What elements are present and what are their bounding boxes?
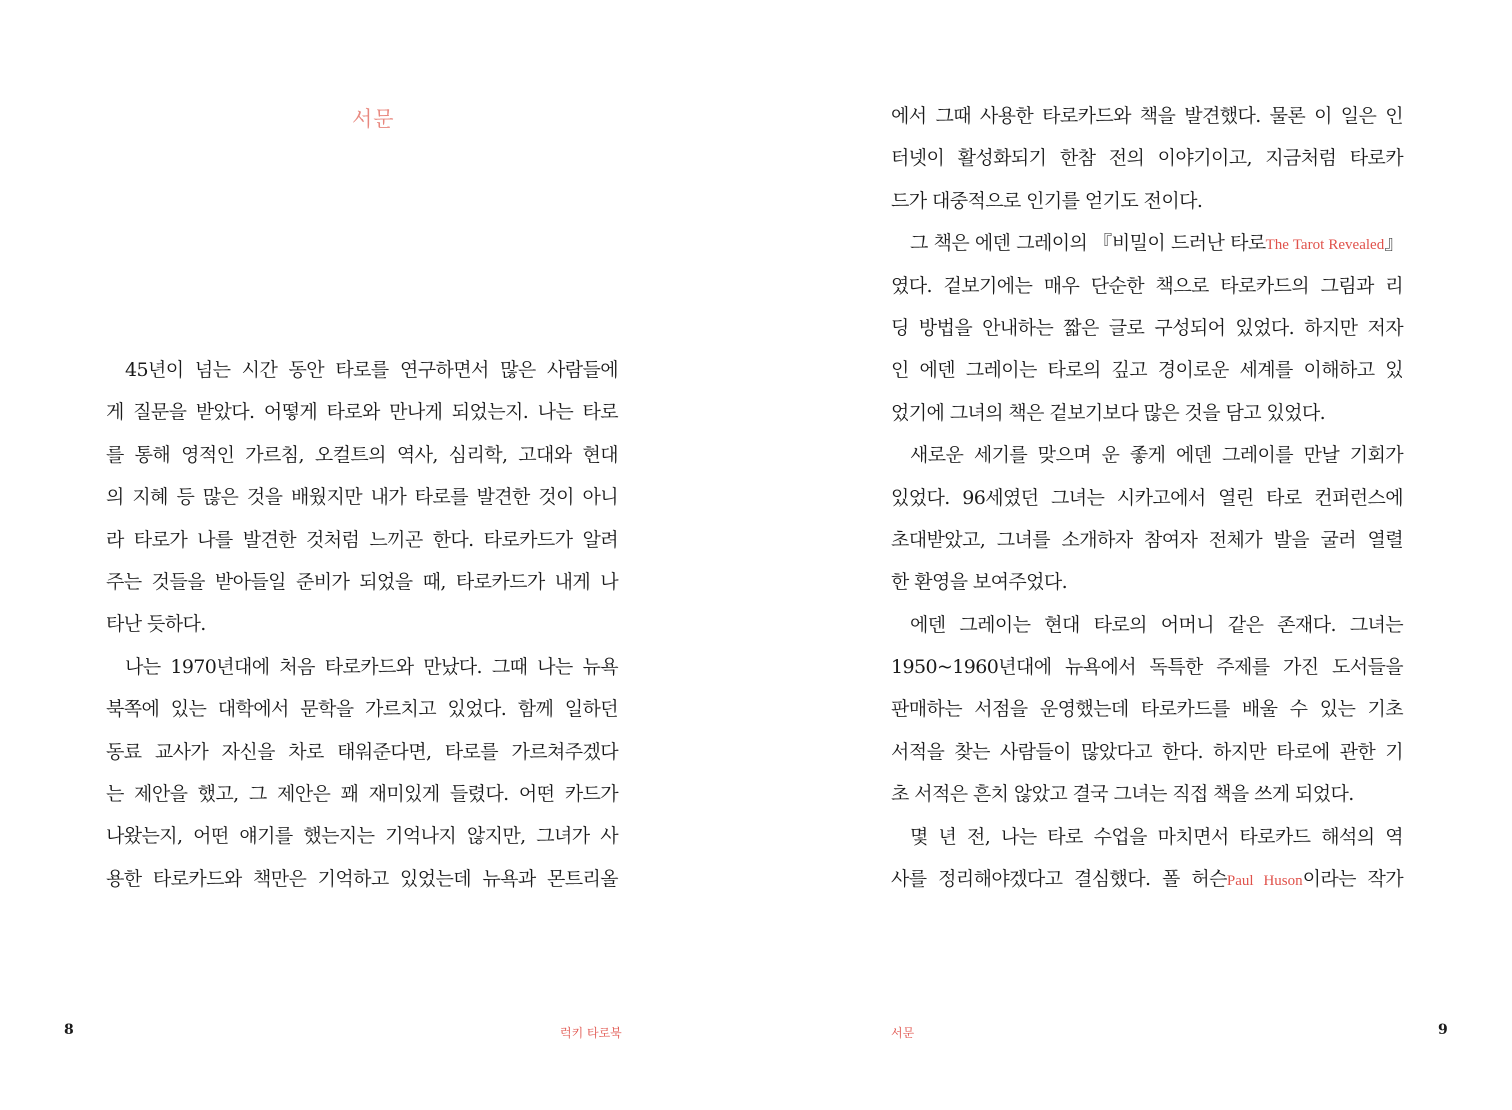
text-line: 터넷이 활성화되기 한참 전의 이야기이고, 지금처럼 타로카 xyxy=(891,147,1403,170)
text-line: 라 타로가 나를 발견한 것처럼 느끼곤 한다. 타로카드가 알려 xyxy=(106,528,618,551)
text-line: 였다. 겉보기에는 매우 단순한 책으로 타로카드의 그림과 리 xyxy=(891,274,1403,297)
text-line: 게 질문을 받았다. 어떻게 타로와 만나게 되었는지. 나는 타로 xyxy=(106,401,618,424)
text-line: 초대받았고, 그녀를 소개하자 참여자 전체가 발을 굴러 열렬 xyxy=(891,528,1403,551)
text-line: 나는 1970년대에 처음 타로카드와 만났다. 그때 나는 뉴욕 xyxy=(125,655,618,678)
author-name-english: Paul Huson xyxy=(1226,873,1303,890)
text-line: 있었다. 96세였던 그녀는 시카고에서 열린 타로 컨퍼런스에 xyxy=(891,486,1403,509)
right-body-text xyxy=(891,95,1403,900)
text-line: 초 서적은 흔치 않았고 결국 그녀는 직접 책을 쓰게 되었다. xyxy=(891,783,1354,806)
text-line xyxy=(891,858,1403,900)
text-line: 었기에 그녀의 책은 겉보기보다 많은 것을 담고 있었다. xyxy=(891,401,1326,424)
text-line: 드가 대중적으로 인기를 얻기도 전이다. xyxy=(891,189,1203,212)
running-head-left: 럭키 타로북 xyxy=(560,1026,622,1040)
text-line: 주는 것들을 받아들일 준비가 되었을 때, 타로카드가 내게 나 xyxy=(106,570,618,593)
text-line: 는 제안을 했고, 그 제안은 꽤 재미있게 들렸다. 어떤 카드가 xyxy=(106,782,618,805)
text-line: 한 환영을 보여주었다. xyxy=(891,571,1068,594)
text-line: 45년이 넘는 시간 동안 타로를 연구하면서 많은 사람들에 xyxy=(125,359,618,381)
text-line: 타난 듯하다. xyxy=(106,613,206,636)
text-line: 동료 교사가 자신을 차로 태워준다면, 타로를 가르쳐주겠다 xyxy=(106,740,618,763)
text-line: 1950~1960년대에 뉴욕에서 독특한 주제를 가진 도서들을 xyxy=(891,656,1403,679)
book-title-english: The Tarot Revealed xyxy=(1265,237,1385,254)
text-line: 북쪽에 있는 대학에서 문학을 가르치고 있었다. 함께 일하던 xyxy=(106,698,618,721)
text-line: 몇 년 전, 나는 타로 수업을 마치면서 타로카드 해석의 역 xyxy=(910,825,1403,848)
text-line: 나왔는지, 어떤 얘기를 했는지는 기억나지 않지만, 그녀가 사 xyxy=(106,825,618,848)
text-line: 의 지혜 등 많은 것을 배웠지만 내가 타로를 발견한 것이 아니 xyxy=(106,486,618,509)
bracket-close: 』 xyxy=(1384,232,1403,255)
book-title-korean: 그 책은 에덴 그레이의 『비밀이 드러난 타로 xyxy=(910,232,1266,255)
page-number-right: 9 xyxy=(1438,1022,1448,1038)
text-segment: 사를 정리해야겠다고 결심했다. 폴 허슨 xyxy=(891,868,1227,891)
text-line: 딩 방법을 안내하는 짧은 글로 구성되어 있었다. 하지만 저자 xyxy=(891,316,1403,339)
text-line: 에덴 그레이는 현대 타로의 어머니 같은 존재다. 그녀는 xyxy=(910,613,1403,636)
text-line: 를 통해 영적인 가르침, 오컬트의 역사, 심리학, 고대와 현대 xyxy=(106,443,618,466)
text-line: 에서 그때 사용한 타로카드와 책을 발견했다. 물론 이 일은 인 xyxy=(891,105,1403,127)
text-line: 판매하는 서점을 운영했는데 타로카드를 배울 수 있는 기초 xyxy=(891,698,1403,721)
running-head-right: 서문 xyxy=(891,1026,915,1040)
text-line: 서적을 찾는 사람들이 많았다고 한다. 하지만 타로에 관한 기 xyxy=(891,740,1403,763)
page-number-left: 8 xyxy=(64,1022,74,1038)
text-line xyxy=(891,222,1403,264)
text-segment: 이라는 작가 xyxy=(1302,868,1404,891)
text-line: 새로운 세기를 맞으며 운 좋게 에덴 그레이를 만날 기회가 xyxy=(910,444,1403,467)
left-body-text xyxy=(106,349,618,900)
text-line: 인 에덴 그레이는 타로의 깊고 경이로운 세계를 이해하고 있 xyxy=(891,359,1403,382)
chapter-title: 서문 xyxy=(352,107,395,131)
text-line: 용한 타로카드와 책만은 기억하고 있었는데 뉴욕과 몬트리올 xyxy=(106,867,618,890)
right-page xyxy=(756,0,1512,1110)
